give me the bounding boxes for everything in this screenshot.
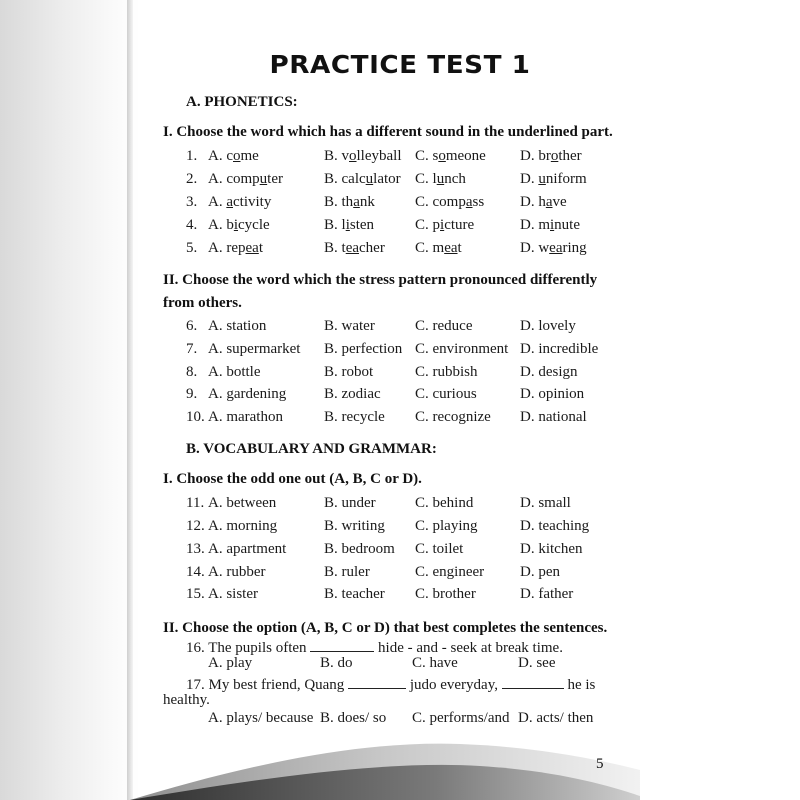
option-text-prefix: C. m xyxy=(415,240,445,256)
option-text-suffix: nk xyxy=(359,194,375,210)
option-d: D. small xyxy=(520,495,571,511)
option-c xyxy=(415,240,462,257)
question-row xyxy=(0,564,800,584)
page-title: PRACTICE TEST 1 xyxy=(269,50,531,79)
option-a: A. between xyxy=(208,495,277,511)
question-row xyxy=(0,541,800,561)
question-row xyxy=(0,318,800,338)
option-a: A. station xyxy=(208,318,267,334)
question-number: 13. xyxy=(186,541,205,557)
question-row xyxy=(0,194,800,214)
option-text-suffix: meone xyxy=(445,148,486,164)
option-c xyxy=(415,217,474,234)
option-d xyxy=(520,194,567,211)
option-text-suffix: niform xyxy=(545,171,587,187)
question-row xyxy=(0,217,800,237)
option-c xyxy=(415,171,466,188)
q17-stem-part2: judo everyday, xyxy=(409,677,498,693)
option-text-suffix: ss xyxy=(472,194,485,210)
option-b xyxy=(324,240,385,257)
underlined-sound: a xyxy=(545,194,553,210)
underlined-sound: a xyxy=(353,194,360,210)
underlined-sound: i xyxy=(440,217,445,233)
q17-stem-continued: healthy. xyxy=(163,692,210,708)
option-text-prefix: C. s xyxy=(415,148,439,164)
option-text-prefix: B. l xyxy=(324,217,346,233)
option-a xyxy=(208,194,271,211)
underlined-sound: o xyxy=(550,148,559,164)
option-text-suffix: nute xyxy=(554,217,580,233)
option-c: C. playing xyxy=(415,518,478,534)
q17-option-c: C. performs/and xyxy=(412,710,510,726)
option-c: C. behind xyxy=(415,495,474,511)
option-d xyxy=(520,148,582,165)
option-a: A. supermarket xyxy=(208,341,301,357)
option-c: C. environment xyxy=(415,341,509,357)
option-d xyxy=(520,171,587,188)
question-17-stem xyxy=(186,674,595,694)
question-number: 10. xyxy=(186,409,205,425)
underlined-sound: u xyxy=(365,171,374,187)
option-b xyxy=(324,194,375,211)
question-number: 12. xyxy=(186,518,205,534)
option-text-prefix: A. rep xyxy=(208,240,246,256)
option-text-suffix: cture xyxy=(444,217,475,233)
option-c: C. reduce xyxy=(415,318,473,334)
option-b: B. recycle xyxy=(324,409,385,425)
q17-blank-2 xyxy=(502,674,564,689)
option-a: A. sister xyxy=(208,586,258,602)
option-c: C. rubbish xyxy=(415,364,478,380)
section-b-heading: B. VOCABULARY AND GRAMMAR: xyxy=(186,441,437,457)
question-row xyxy=(0,341,800,361)
underlined-sound: ea xyxy=(245,240,259,256)
section-a-heading: A. PHONETICS: xyxy=(186,94,298,110)
question-number: 2. xyxy=(186,171,198,187)
question-row xyxy=(0,364,800,384)
option-c: C. recognize xyxy=(415,409,491,425)
option-text-suffix: ther xyxy=(558,148,582,164)
underlined-sound: a xyxy=(465,194,473,210)
q16-option-b: B. do xyxy=(320,655,353,671)
part-b2-instruction: II. Choose the option (A, B, C or D) that best completes the sentences. xyxy=(163,620,608,636)
option-c: C. engineer xyxy=(415,564,485,580)
q17-option-b: B. does/ so xyxy=(320,710,387,726)
option-d: D. incredible xyxy=(520,341,599,357)
option-text-prefix: A. comp xyxy=(208,171,260,187)
option-d: D. kitchen xyxy=(520,541,583,557)
option-text-prefix: B. t xyxy=(324,240,346,256)
option-text-prefix: D. m xyxy=(520,217,550,233)
underlined-sound: o xyxy=(349,148,357,164)
underlined-sound: i xyxy=(345,217,350,233)
option-c xyxy=(415,194,484,211)
option-text-prefix: A. xyxy=(208,194,227,210)
q16-option-c: C. have xyxy=(412,655,458,671)
underlined-sound: u xyxy=(259,171,268,187)
option-a xyxy=(208,217,270,234)
option-c: C. brother xyxy=(415,586,476,602)
option-text-suffix: t xyxy=(457,240,462,256)
option-text-prefix: B. calc xyxy=(324,171,366,187)
part-b1-instruction: I. Choose the odd one out (A, B, C or D). xyxy=(163,471,422,487)
underlined-sound: a xyxy=(226,194,234,210)
q17-option-d: D. acts/ then xyxy=(518,710,594,726)
underlined-sound: o xyxy=(233,148,241,164)
question-row xyxy=(0,386,800,406)
option-d xyxy=(520,217,580,234)
option-text-suffix: t xyxy=(258,240,263,256)
option-a: A. apartment xyxy=(208,541,287,557)
option-text-suffix: ve xyxy=(552,194,567,210)
q16-option-a: A. play xyxy=(208,655,253,671)
question-number: 6. xyxy=(186,318,198,334)
option-a xyxy=(208,148,259,165)
question-17-options xyxy=(0,710,800,730)
decorative-wave-footer xyxy=(0,730,800,800)
option-text-suffix: cher xyxy=(359,240,385,256)
underlined-sound: u xyxy=(436,171,445,187)
question-row xyxy=(0,586,800,606)
option-a: A. rubber xyxy=(208,564,266,580)
option-text-suffix: lator xyxy=(373,171,401,187)
option-text-prefix: D. h xyxy=(520,194,546,210)
option-b: B. robot xyxy=(324,364,374,380)
option-text-prefix: D. w xyxy=(520,240,550,256)
question-row xyxy=(0,171,800,191)
option-d: D. lovely xyxy=(520,318,576,334)
page-number: 5 xyxy=(596,756,604,772)
option-b xyxy=(324,217,374,234)
underlined-sound: u xyxy=(538,171,546,187)
option-text-suffix: ring xyxy=(562,240,587,256)
option-text-prefix: D. br xyxy=(520,148,551,164)
option-b: B. zodiac xyxy=(324,386,381,402)
option-text-suffix: sten xyxy=(349,217,375,233)
underlined-sound: i xyxy=(550,217,555,233)
question-row xyxy=(0,495,800,515)
question-row xyxy=(0,409,800,429)
question-number: 9. xyxy=(186,386,198,402)
underlined-sound: ea xyxy=(549,240,563,256)
question-number: 15. xyxy=(186,586,205,602)
option-text-prefix: B. th xyxy=(324,194,354,210)
option-a: A. marathon xyxy=(208,409,283,425)
option-b: B. perfection xyxy=(324,341,403,357)
underlined-sound: i xyxy=(233,217,239,233)
option-b: B. water xyxy=(324,318,375,334)
q16-stem-after: hide - and - seek at break time. xyxy=(378,640,563,656)
question-16-stem xyxy=(186,637,563,657)
option-b: B. teacher xyxy=(324,586,385,602)
question-row xyxy=(0,518,800,538)
option-text-suffix: nch xyxy=(444,171,466,187)
q17-stem-part3: he is xyxy=(567,677,596,693)
option-text-suffix: me xyxy=(240,148,259,164)
q17-option-a: A. plays/ because xyxy=(208,710,314,726)
option-d: D. pen xyxy=(520,564,560,580)
question-number: 4. xyxy=(186,217,198,233)
question-row xyxy=(0,240,800,260)
question-number: 3. xyxy=(186,194,198,210)
q16-stem-before: 16. The pupils often xyxy=(186,640,307,656)
option-b xyxy=(324,148,402,165)
option-text-prefix: A. b xyxy=(208,217,234,233)
option-a: A. bottle xyxy=(208,364,261,380)
option-c: C. curious xyxy=(415,386,477,402)
option-text-prefix: C. comp xyxy=(415,194,466,210)
option-b: B. bedroom xyxy=(324,541,395,557)
part-a2-instruction-line2: from others. xyxy=(163,295,242,311)
part-a1-instruction: I. Choose the word which has a different sound in the underlined part. xyxy=(163,124,613,140)
option-d: D. teaching xyxy=(520,518,590,534)
option-d: D. design xyxy=(520,364,578,380)
option-text-prefix: C. p xyxy=(415,217,441,233)
question-number: 8. xyxy=(186,364,198,380)
question-16-options xyxy=(0,655,800,675)
option-b: B. under xyxy=(324,495,376,511)
q16-option-d: D. see xyxy=(518,655,556,671)
q17-stem-part1: 17. My best friend, Quang xyxy=(186,677,345,693)
q17-blank-1 xyxy=(348,674,406,689)
underlined-sound: ea xyxy=(345,240,360,256)
underlined-sound: ea xyxy=(444,240,458,256)
option-text-prefix: B. v xyxy=(324,148,350,164)
option-c xyxy=(415,148,486,165)
option-text-prefix: C. l xyxy=(415,171,437,187)
option-d: D. national xyxy=(520,409,587,425)
question-number: 7. xyxy=(186,341,198,357)
option-text-prefix: A. c xyxy=(208,148,233,164)
option-b: B. writing xyxy=(324,518,385,534)
question-row xyxy=(0,148,800,168)
option-d xyxy=(520,240,587,257)
option-d: D. opinion xyxy=(520,386,585,402)
option-a: A. gardening xyxy=(208,386,287,402)
question-number: 11. xyxy=(186,495,205,511)
option-c: C. toilet xyxy=(415,541,464,557)
option-text-suffix: cycle xyxy=(238,217,270,233)
question-number: 14. xyxy=(186,564,205,580)
q16-blank xyxy=(310,637,374,652)
option-a xyxy=(208,240,263,257)
option-text-prefix: D. xyxy=(520,171,539,187)
underlined-sound: o xyxy=(438,148,446,164)
option-a xyxy=(208,171,283,188)
question-number: 1. xyxy=(186,148,198,164)
option-text-suffix: lleyball xyxy=(356,148,402,164)
question-number: 5. xyxy=(186,240,198,256)
option-a: A. morning xyxy=(208,518,278,534)
part-a2-instruction-line1: II. Choose the word which the stress pattern pronounced differently xyxy=(163,272,598,288)
option-d: D. father xyxy=(520,586,574,602)
option-b xyxy=(324,171,401,188)
option-text-suffix: ter xyxy=(267,171,283,187)
option-text-suffix: ctivity xyxy=(233,194,272,210)
option-b: B. ruler xyxy=(324,564,370,580)
